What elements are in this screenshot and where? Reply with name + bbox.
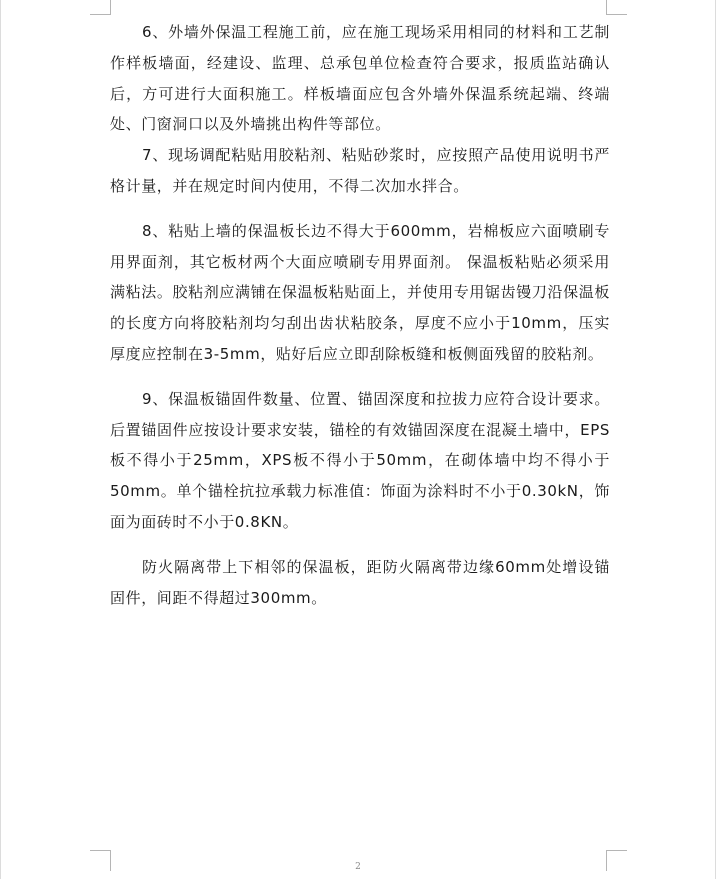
paragraph-6: 6、外墙外保温工程施工前，应在施工现场采用相同的材料和工艺制作样板墙面，经建设、监理、总承包单位检查符合要求，报质监站确认后，方可进行大面积施工。样板墙面应包含外墙外保温系统起端、终端处、门窗洞口以及外墙挑出构件等部位。 <box>110 23 610 134</box>
paragraph-gap <box>110 538 610 552</box>
paragraph-8: 8、粘贴上墙的保温板长边不得大于600mm，岩棉板应六面喷刷专用界面剂，其它板材两个大面应喷刷专用界面剂。 保温板粘贴必须采用满粘法。胶粘剂应满铺在保温板粘贴面上，并使用专用锯齿镘刀沿保温板的长度方向将胶粘剂均匀刮出齿状粘胶条，厚度不应小于10mm，压实厚度应控制在3-5mm，贴好后应立即刮除板缝和板侧面残留的胶粘剂。 <box>110 221 610 363</box>
paragraph-gap <box>110 370 610 384</box>
paragraph-7: 7、现场调配粘贴用胶粘剂、粘贴砂浆时，应按照产品使用说明书严格计量，并在规定时间内使用，不得二次加水拌合。 <box>110 146 610 195</box>
document-body <box>110 17 610 613</box>
paragraph-fire-barrier: 防火隔离带上下相邻的保温板，距防火隔离带边缘60mm处增设锚固件，间距不得超过300mm。 <box>110 557 610 607</box>
page-number: 2 <box>355 862 361 872</box>
paragraph-gap <box>110 202 610 216</box>
paragraph-9: 9、保温板锚固件数量、位置、锚固深度和拉拔力应符合设计要求。后置锚固件应按设计要求安装，锚栓的有效锚固深度在混凝土墙中，EPS板不得小于25mm，XPS板不得小于50mm，在砌体墙中均不得小于50mm。单个锚栓抗拉承载力标准值：饰面为涂料时不小于0.30kN，饰面为面砖时不小于0.8KN。 <box>110 389 610 531</box>
crop-mark-top-left <box>90 0 111 15</box>
crop-mark-top-right <box>606 0 627 15</box>
